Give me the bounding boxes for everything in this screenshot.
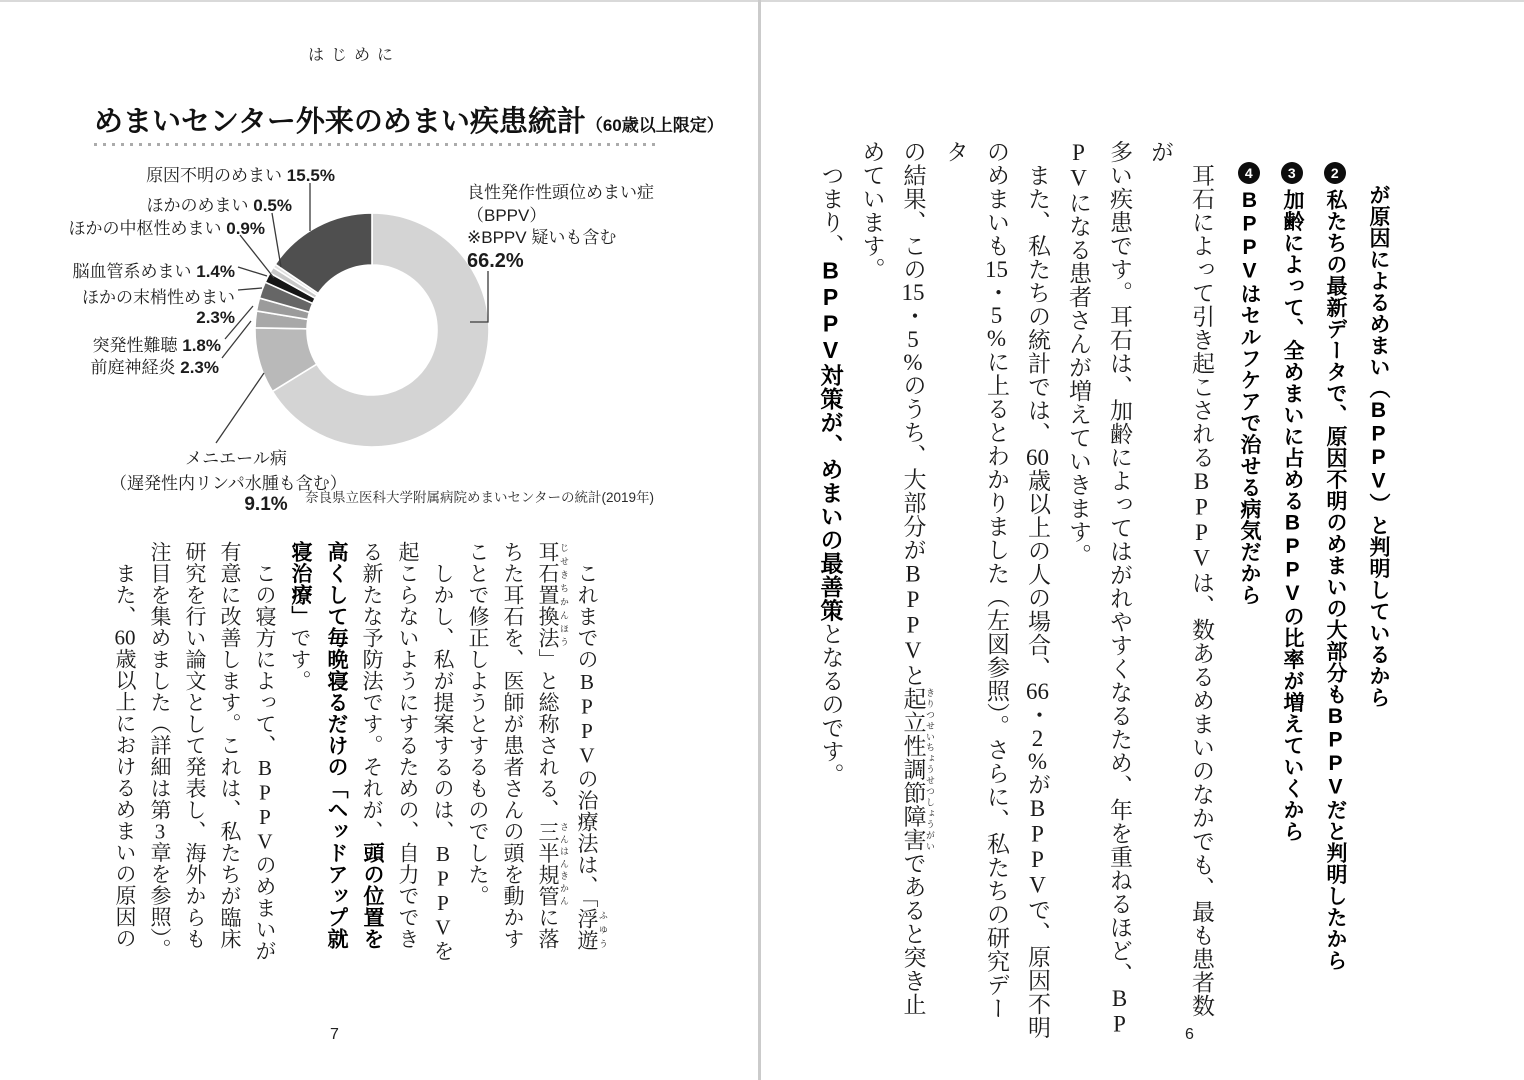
text-run: 耳石によって引き起こされる — [1189, 140, 1214, 469]
text-column — [282, 541, 318, 971]
label-central-dizziness — [69, 214, 265, 239]
text-run: のうち、大部分が — [900, 373, 926, 562]
label-note: ※BPPV 疑いも含む — [467, 228, 617, 247]
text-column — [1357, 161, 1400, 971]
text-column — [354, 541, 390, 971]
text-run: となるのです。 — [818, 622, 844, 787]
text-run: 歳以上の人の場合、 — [1025, 468, 1050, 680]
label-value: 15.5% — [286, 166, 335, 185]
text-run: これまでの — [575, 541, 599, 670]
text-column — [390, 541, 425, 971]
label-value: 66.2% — [467, 249, 524, 272]
text-column — [1228, 161, 1271, 971]
text-column — [142, 541, 177, 971]
text-run: 寝治療」 — [289, 541, 312, 627]
text-column — [1271, 161, 1314, 971]
text-run: % — [986, 327, 1007, 350]
label-value: 9.1% — [244, 494, 288, 515]
text-column — [212, 541, 247, 971]
right-page — [766, 0, 1524, 1080]
label-text: ほかの末梢性めまい — [82, 288, 235, 307]
text-run: また、 — [113, 541, 137, 627]
numbered-badge: 2 — [1324, 162, 1346, 184]
text-run: BPPV — [1367, 399, 1390, 493]
text-run: PV — [1066, 140, 1091, 191]
text-run: ・ — [1025, 703, 1050, 727]
text-run: 章を参照）。 — [148, 841, 172, 960]
text-run: と — [900, 663, 926, 687]
text-run: であると突き止 — [900, 851, 926, 1016]
text-column — [1314, 161, 1357, 971]
text-column — [810, 140, 852, 1040]
text-column — [935, 140, 1017, 1040]
text-run: BPPV — [817, 257, 844, 364]
label-value: 1.4% — [196, 262, 235, 281]
text-run: 2 — [1031, 726, 1044, 750]
label-text: メニエール病 — [185, 449, 287, 468]
label-note: （遅発性内リンパ水腫も含む） — [110, 474, 347, 493]
text-run: 私たちの最新データで、原因不明のめまいの大部分も — [1324, 189, 1347, 705]
text-run: はセルフケアで治せる病気だから — [1238, 283, 1261, 606]
right-body-text — [810, 140, 1223, 1040]
text-column — [318, 541, 354, 971]
text-column — [107, 541, 142, 971]
text-run: 15 — [901, 281, 925, 304]
dotted-rule — [94, 143, 656, 146]
text-run: 3 — [154, 820, 166, 842]
chart-title — [94, 99, 724, 140]
page-divider — [758, 0, 761, 1080]
text-run: 5 — [907, 327, 919, 351]
text-run: の治療法は、「 — [575, 768, 599, 908]
text-run: めています。 — [859, 140, 885, 281]
label-unknown-dizziness — [146, 161, 335, 186]
text-column — [1099, 140, 1140, 1040]
text-column — [893, 140, 936, 1040]
label-peripheral — [82, 283, 235, 328]
text-run: % — [1027, 749, 1048, 773]
text-run: BPPV — [1189, 469, 1214, 571]
text-run: 歳以上におけるめまいの原因の — [113, 648, 137, 949]
label-other-dizziness — [147, 191, 292, 216]
label-vestibular-neuritis — [91, 353, 219, 378]
text-run: BPPV — [1025, 796, 1050, 898]
label-value: 1.8% — [182, 336, 221, 355]
text-run: 対策が、めまいの最善策 — [817, 363, 844, 622]
label-value: 2.3% — [196, 308, 235, 327]
text-run: ことで修正しようとするものでした。 — [466, 541, 490, 907]
text-run: は、数あるめまいのなかでも、最も患者数が — [1148, 140, 1214, 1018]
label-bppv — [467, 182, 654, 272]
text-column — [247, 541, 282, 971]
text-run: 有意に改善します。これは、私たちが臨床 — [218, 541, 242, 950]
text-run: BPPV — [1281, 511, 1304, 606]
label-text2: （BPPV） — [467, 205, 547, 225]
text-run: また、私たちの統計では、 — [1025, 140, 1050, 446]
text-run: BPPV — [900, 561, 926, 664]
text-run: に上るとわかりました（左図参照）。さらに、私たちの研究データ — [943, 140, 1009, 1020]
text-run: の比率が増えていくから — [1281, 605, 1304, 842]
label-value: 0.5% — [253, 196, 292, 215]
label-text: 突発性難聴 — [92, 336, 178, 355]
ruby-annotated-text: 浮遊 ふゆう — [575, 908, 608, 951]
donut-chart — [242, 200, 502, 460]
label-text: 原因不明のめまい — [146, 166, 283, 185]
text-run: 60 — [1026, 445, 1049, 469]
text-run: この寝方によって、 — [253, 541, 277, 756]
text-run: に落 — [536, 906, 560, 950]
text-run: BPPV — [253, 756, 277, 854]
text-run: ・ — [984, 280, 1009, 304]
label-text: ほかの中枢性めまい — [68, 219, 222, 238]
chart-source-caption: 奈良県立医科大学附属病院めまいセンターの統計(2019年) — [305, 490, 654, 505]
ruby-annotated-text: 三半規管 さんはんきかん — [536, 820, 569, 907]
text-column — [1140, 140, 1222, 1040]
text-run: しかし、私が提案するのは、 — [431, 541, 455, 842]
text-column — [1058, 140, 1099, 1040]
text-run: BPPV — [431, 842, 455, 940]
label-text: 脳血管系めまい — [72, 262, 192, 281]
text-column — [495, 541, 530, 971]
label-value: 0.9% — [226, 219, 265, 238]
page-number-left: 7 — [330, 1026, 339, 1043]
label-text: 前庭神経炎 — [90, 358, 176, 377]
chart-title-text: めまいセンター外来のめまい疾患統計 — [94, 106, 586, 138]
text-run: BP — [1107, 986, 1132, 1037]
left-page — [0, 0, 758, 1080]
text-run: 多い疾患です。耳石は、加齢によってはがれやすくなるため、年を重ねるほど、 — [1107, 140, 1132, 986]
text-run: ）と判明しているから — [1367, 493, 1390, 708]
text-run: 注目を集めました（詳細は第 — [148, 541, 172, 821]
text-run: ・ — [900, 304, 926, 328]
text-column — [1017, 140, 1058, 1040]
text-run: ちた耳石を、医師が患者さんの頭を動かす — [501, 541, 525, 950]
left-body-text — [107, 541, 608, 971]
label-cerebrovascular — [73, 257, 235, 282]
text-column — [460, 541, 495, 971]
text-run: が — [1025, 772, 1050, 796]
text-run: 起こらないようにするための、自力ででき — [396, 541, 420, 950]
chart-title-note: （60歳以上限定） — [585, 116, 724, 135]
text-run: だと判明したから — [1324, 799, 1347, 971]
text-column — [530, 541, 569, 971]
text-run: BPPV — [575, 670, 599, 768]
text-run: % — [903, 350, 923, 374]
text-run: 研究を行い論文として発表し、海外からも — [183, 541, 207, 950]
running-head: はじめに — [308, 47, 401, 64]
text-run: BPPV — [1238, 189, 1261, 283]
text-column — [852, 140, 893, 1040]
text-run: の結果、この — [900, 140, 926, 281]
text-run: る新たな予防法です。それが、 — [360, 541, 384, 842]
text-run: 5 — [990, 304, 1003, 327]
text-column — [569, 541, 608, 971]
text-run: 高くして毎晩寝るだけの「ヘッドアップ就 — [325, 541, 348, 950]
text-run: 15 — [985, 257, 1008, 281]
text-run: になる患者さんが増えていきます。 — [1066, 191, 1091, 567]
text-run: のめまいが — [253, 854, 277, 962]
label-text: 良性発作性頭位めまい症 — [467, 183, 654, 202]
text-run: が原因によるめまい（ — [1367, 184, 1390, 399]
label-value: 2.3% — [180, 358, 219, 377]
text-column — [425, 541, 460, 971]
text-column — [177, 541, 212, 971]
text-run: 加齢によって、全めまいに占める — [1281, 189, 1304, 512]
numbered-badge: 4 — [1238, 162, 1260, 184]
ruby-annotated-text: 起立性調節障害 きりつせいちょうせつしょうがい — [900, 687, 935, 852]
text-run: BPPV — [1324, 705, 1347, 799]
text-run: 」と総称される、 — [536, 648, 560, 821]
text-run: を — [431, 940, 455, 962]
right-intro-list — [1228, 161, 1400, 971]
text-run: で、原因不明 — [1025, 898, 1050, 1039]
numbered-badge: 3 — [1281, 162, 1303, 184]
text-run: つまり、 — [818, 140, 844, 258]
text-run: です。 — [288, 627, 312, 692]
text-run: 頭の位置を — [361, 842, 384, 950]
ruby-annotated-text: 耳石置換法 じせきちかんほう — [536, 541, 569, 649]
text-run: 66 — [1026, 680, 1049, 703]
page-number-right: 6 — [1185, 1026, 1194, 1043]
label-text: ほかのめまい — [146, 196, 249, 215]
text-run: 60 — [114, 627, 136, 648]
text-run: のめまいも — [984, 140, 1009, 258]
